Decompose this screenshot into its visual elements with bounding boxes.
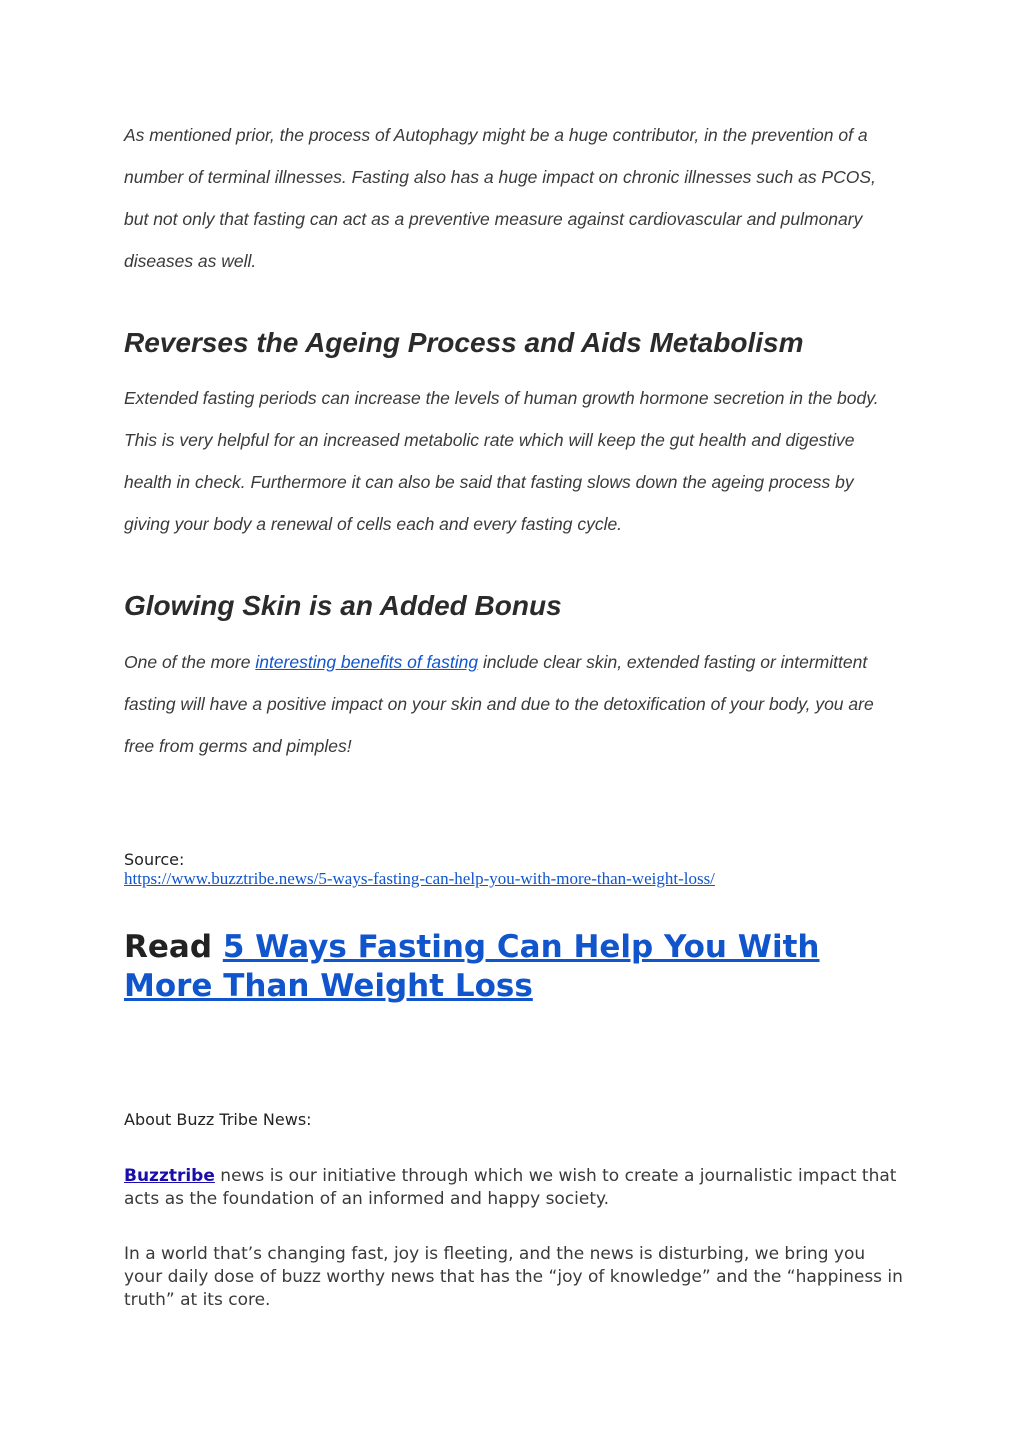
buzztribe-link[interactable]: Buzztribe	[124, 1166, 215, 1186]
skin-paragraph	[124, 641, 904, 767]
read-more-prefix: Read	[124, 929, 223, 965]
section-heading-skin: Glowing Skin is an Added Bonus	[124, 590, 562, 621]
intro-paragraph: As mentioned prior, the process of Autophagy might be a huge contributor, in the prevention of a number of terminal illnesses. Fasting also has a huge impact on chronic illnesses such as PCOS, but not only that fasting can act as a preventive measure against cardiovascular and pulmonary diseases as well.	[124, 125, 876, 271]
section-heading-ageing: Reverses the Ageing Process and Aids Metabolism	[124, 327, 804, 358]
skin-paragraph-start: One of the more	[124, 652, 256, 672]
about-paragraph-1	[124, 1165, 904, 1211]
interesting-benefits-link[interactable]: interesting benefits of fasting	[255, 652, 479, 672]
about-paragraph-2: In a world that’s changing fast, joy is fleeting, and the news is disturbing, we bring you your daily dose of buzz worthy news that has the “joy of knowledge” and the “happiness in truth” at its core.	[124, 1244, 903, 1310]
ageing-paragraph: Extended fasting periods can increase the levels of human growth hormone secretion in the body. This is very helpful for an increased metabolic rate which will keep the gut health and digestive health in check. Furthermore it can also be said that fasting slows down the ageing process by giving your body a renewal of cells each and every fasting cycle.	[124, 388, 879, 534]
about-title: About Buzz Tribe News:	[124, 1110, 312, 1129]
source-label: Source:	[124, 850, 185, 869]
read-more-link[interactable]: 5 Ways Fasting Can Help You With More Than Weight Loss	[124, 929, 820, 1004]
skin-paragraph-end: include clear skin, extended fasting or intermittent fasting will have a positive impact on your skin and due to the detoxification of your body, you are free from germs and pimples!	[124, 652, 874, 756]
source-block	[124, 850, 904, 889]
about-paragraph-1-text: news is our initiative through which we wish to create a journalistic impact that acts as the foundation of an informed and happy society.	[124, 1166, 897, 1209]
source-url-link[interactable]: https://www.buzztribe.news/5-ways-fasting-can-help-you-with-more-than-weight-loss/	[124, 869, 715, 888]
read-more-heading	[124, 928, 904, 1006]
